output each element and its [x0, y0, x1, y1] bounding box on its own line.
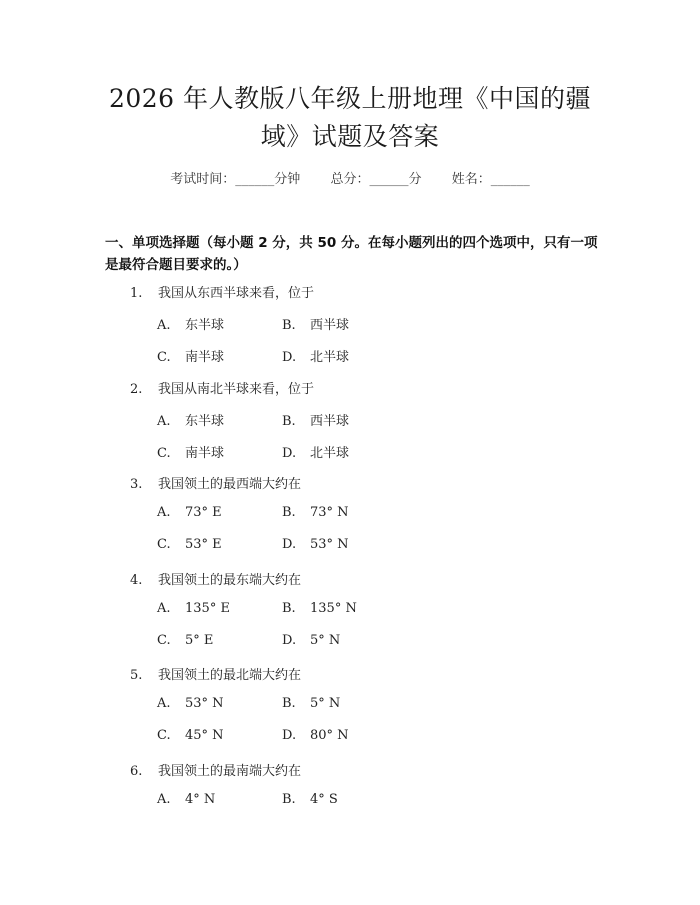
question-number: 6. [130, 763, 143, 779]
option-label: B. [282, 505, 296, 520]
option-text: 5° N [310, 632, 341, 648]
question-1 [130, 282, 314, 301]
option-a [157, 696, 224, 711]
option-label: A. [157, 696, 171, 711]
option-d [282, 633, 340, 648]
option-label: C. [157, 445, 171, 461]
option-text: 4° N [185, 791, 216, 807]
option-c [157, 728, 224, 743]
option-a [157, 505, 222, 520]
option-label: C. [157, 728, 171, 743]
option-text: 南半球 [185, 445, 225, 461]
option-text: 南半球 [185, 350, 225, 365]
question-text: 我国领土的最东端大约在 [158, 572, 302, 588]
option-text: 73° N [310, 505, 349, 520]
option-text: 73° E [185, 505, 222, 520]
student-name-label: 姓名：______ [451, 172, 530, 187]
question-4 [130, 569, 301, 588]
option-label: C. [157, 350, 171, 365]
option-label: D. [282, 350, 297, 365]
option-text: 53° N [310, 537, 349, 552]
option-label: A. [157, 413, 171, 429]
option-b [282, 314, 349, 333]
option-d [282, 537, 349, 552]
option-label: B. [282, 413, 296, 429]
option-label: B. [282, 318, 296, 333]
option-b [282, 505, 349, 520]
question-text: 我国从南北半球来看，位于 [158, 381, 315, 397]
option-b [282, 696, 340, 711]
title-line-2: 域》试题及答案 [260, 122, 440, 151]
option-label: D. [282, 537, 297, 552]
option-a [157, 410, 224, 429]
option-label: A. [157, 600, 171, 616]
option-c [157, 537, 222, 552]
option-b [282, 792, 338, 807]
option-text: 4° S [310, 791, 338, 807]
question-text: 我国领土的最西端大约在 [158, 477, 302, 492]
option-text: 135° E [185, 600, 230, 616]
total-score-label: 总分：______分 [330, 172, 422, 187]
exam-time-label: 考试时间：______分钟 [170, 172, 301, 187]
question-text: 我国领土的最南端大约在 [158, 763, 302, 779]
question-number: 1. [130, 286, 143, 301]
option-text: 东半球 [185, 318, 225, 333]
option-d [282, 442, 349, 461]
option-d [282, 728, 349, 743]
option-text: 5° E [185, 632, 214, 648]
question-number: 2. [130, 381, 143, 397]
option-text: 北半球 [310, 445, 350, 461]
option-d [282, 346, 349, 365]
option-label: D. [282, 445, 297, 461]
question-number: 5. [130, 668, 143, 683]
option-label: C. [157, 537, 171, 552]
option-label: A. [157, 318, 171, 333]
option-label: D. [282, 632, 297, 648]
page-title [90, 80, 610, 156]
option-b [282, 410, 349, 429]
title-line-1: 2026 年人教版八年级上册地理《中国的疆 [108, 84, 592, 113]
option-label: B. [282, 600, 296, 616]
question-number: 4. [130, 572, 143, 588]
option-a [157, 314, 224, 333]
option-text: 东半球 [185, 413, 225, 429]
option-c [157, 442, 224, 461]
question-6 [130, 760, 301, 779]
option-label: B. [282, 791, 296, 807]
question-5 [130, 664, 301, 683]
question-number: 3. [130, 477, 143, 492]
option-a [157, 792, 215, 807]
option-c [157, 346, 224, 365]
question-text: 我国领土的最北端大约在 [158, 668, 302, 683]
option-text: 西半球 [310, 413, 350, 429]
option-b [282, 601, 357, 616]
option-label: A. [157, 505, 171, 520]
option-text: 北半球 [310, 350, 350, 365]
option-text: 135° N [310, 600, 357, 616]
exam-meta [0, 168, 700, 187]
option-text: 西半球 [310, 318, 350, 333]
question-text: 我国从东西半球来看，位于 [158, 286, 315, 301]
option-label: D. [282, 728, 297, 743]
option-a [157, 601, 230, 616]
option-text: 53° N [185, 696, 224, 711]
section-heading: 一、单项选择题（每小题 2 分，共 50 分。在每小题列出的四个选项中，只有一项是最符合题目要求的。） [105, 235, 598, 273]
option-text: 53° E [185, 537, 222, 552]
question-2 [130, 378, 314, 397]
option-label: C. [157, 632, 171, 648]
option-text: 45° N [185, 728, 224, 743]
option-text: 5° N [310, 696, 341, 711]
option-text: 80° N [310, 728, 349, 743]
option-label: B. [282, 696, 296, 711]
question-3 [130, 473, 301, 492]
option-label: A. [157, 791, 171, 807]
option-c [157, 633, 213, 648]
